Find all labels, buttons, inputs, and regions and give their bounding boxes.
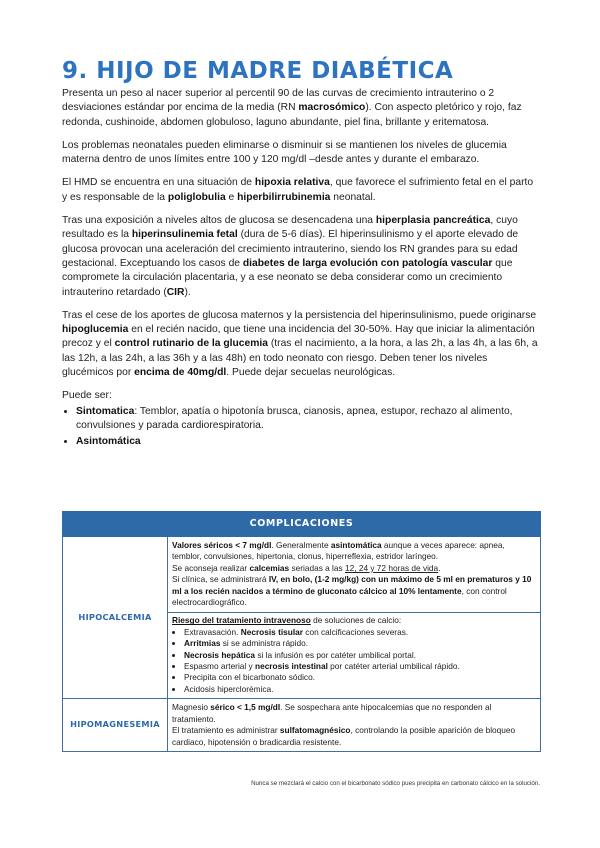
table-header-row — [63, 512, 541, 537]
list-item: • Sintomatica: Temblor, apatía o hipotonía brusca, cianosis, apnea, estupor, rechazo al alimento, convulsiones y parada cardiorespiratoria. — [76, 405, 538, 434]
puede-ser-label: Puede ser: — [62, 390, 112, 402]
hipoglucemia-types-list — [62, 405, 538, 450]
paragraph-hipoxia: El HMD se encuentra en una situación de hipoxia relativa, que favorece el sufrimiento fetal en el parto y es responsable de la poliglobulia e hiperbilirrubinemia neonatal. — [62, 177, 534, 203]
list-item: • Precipita con el bicarbonato sódico. — [184, 672, 536, 683]
section-body — [62, 87, 538, 452]
hipocalcemia-label: HIPOCALCEMIA — [63, 537, 168, 699]
paragraph-hiperinsulinemia: Tras una exposición a niveles altos de glucosa se desencadena una hiperplasia pancreática, cuyo resultado es la hiperinsulinemia fetal (dura de 5-6 días). El hiperinsulinismo y el aporte elevado de glucosa provocan una aceleración del crecimiento intrauterino, siendo los RN grandes para su edad gestacional. Exceptuando los casos de diabetes de larga evolución con patología vascular que compromete la circulación placentaria, y a ese neonato se deba considerar como un crecimiento intrauterino retardado (CIR). — [62, 215, 519, 298]
list-item: • Extravasación. Necrosis tisular con calcificaciones severas. — [184, 627, 536, 638]
riesgos-list — [172, 627, 536, 695]
section-title: 9. HIJO DE MADRE DIABÉTICA — [62, 58, 454, 84]
hipomagnesemia-detail: Magnesio sérico < 1,5 mg/dl. Se sospechara ante hipocalcemias que no responden al tratamiento. El tratamiento es administrar sulfatomagnésico, controlando la posible aparición de bloqueo cardiaco, hipotensión o bradicardia resistente. — [168, 699, 541, 752]
paragraph-glucemia-materna: Los problemas neonatales pueden eliminarse o disminuir si se mantienen los niveles de glucemia materna dentro de unos límites entre 100 y 120 mg/dl –desde antes y durante el embarazo. — [62, 139, 507, 166]
table-header: COMPLICACIONES — [63, 512, 541, 537]
list-item: • Asintomática — [76, 435, 538, 449]
paragraph-macrosomia: Presenta un peso al nacer superior al percentil 90 de las curvas de crecimiento intrauterino o 2 desviaciones estándar por encima de la media (RN macrosómico). Con aspecto pletórico y rojo, faz redonda, cushinoide, abdomen globuloso, laguno abundante, piel fina, brillante y eritematosa. — [62, 88, 522, 128]
cell-divider — [168, 612, 540, 613]
table-row — [63, 537, 541, 699]
paragraph-hipoglucemia: Tras el cese de los aportes de glucosa maternos y la persistencia del hiperinsulinismo, puede originarse hipoglucemia en el recién nacido, que tiene una incidencia del 30-50%. Hay que iniciar la alimentación precoz y el control rutinario de la glucemia (tras el nacimiento, a la hora, a las 2h, a las 4h, a las 6h, a las 12h, a las 24h, a las 36h y a las 48h) en todo neonato con riesgo. Deben tener los niveles glucémicos por encima de 40mg/dl. Puede dejar secuelas neurológicas. — [62, 309, 538, 379]
table-row — [63, 699, 541, 752]
table-footnote: Nunca se mezclará el calcio con el bicarbonato sódico pues precipita en carbonato cálcico en la solución. — [251, 780, 540, 787]
list-item: • Arritmias si se administra rápido. — [184, 638, 536, 649]
list-item: • Espasmo arterial y necrosis intestinal por catéter arterial umbilical rápido. — [184, 661, 536, 672]
hipomagnesemia-label: HIPOMAGNESEMIA — [63, 699, 168, 752]
complicaciones-table — [62, 511, 541, 752]
hipocalcemia-detail: Valores séricos < 7 mg/dl. Generalmente asintomática aunque a veces aparece: apnea, temblor, convulsiones, hipertonia, clonus, hiperreflexia, estridor laríngeo. Se aconseja realizar calcemias seriadas a las 12, 24 y 72 horas de vida. Si clínica, se administrará IV, en bolo, (1-2 mg/kg) con un máximo de 5 ml en prematuros y 10 ml a los recién nacidos a término de gluconato cálcico al 10% lentamente, con control electrocardiográfico. Riesgo del tratamiento intravenoso de soluciones de calcio: • Extravasación. Necrosis tisular con calcificaciones severas. • Arritmias si se administra rápido. • Necrosis hepática si la infusión es por catéter umbilical portal. • Espasmo arterial y necrosis intestinal por catéter arterial umbilical rápido. • Precipita con el bicarbonato sódico. • Acidosis hiperclorémica. — [168, 537, 541, 699]
list-item: • Necrosis hepática si la infusión es por catéter umbilical portal. — [184, 650, 536, 661]
list-item: • Acidosis hiperclorémica. — [184, 684, 536, 695]
